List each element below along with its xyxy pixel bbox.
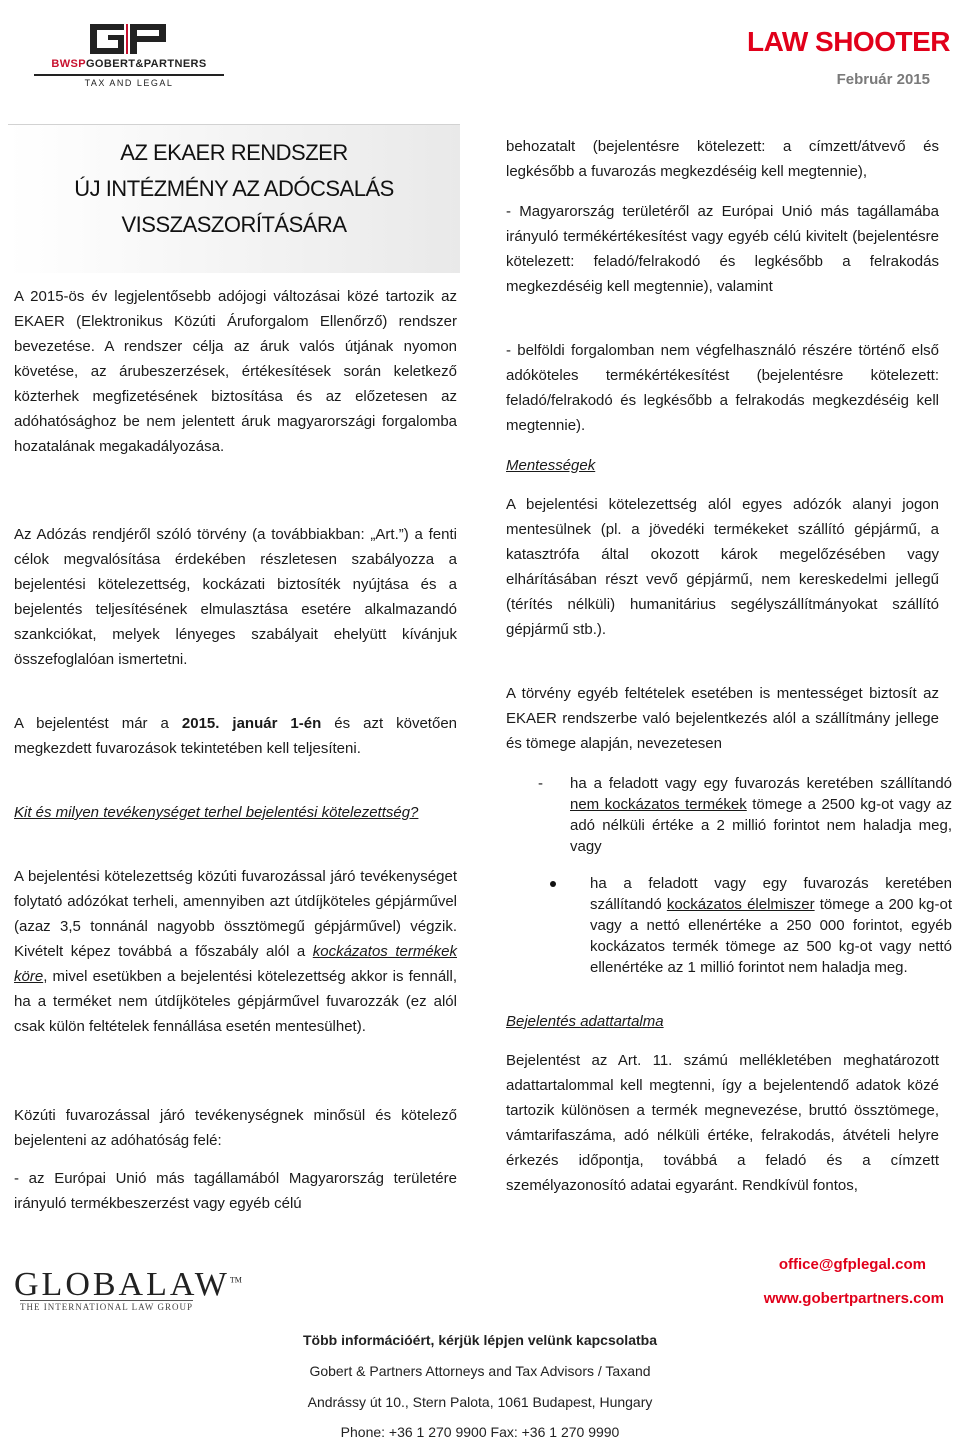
right-column — [486, 120, 960, 1220]
firm-logo — [34, 22, 224, 92]
riskyfood-text-c: tömege a 200 kg-ot vagy a nettó ellenértéke a 250 000 forintot, egyéb kockázatos termék tömege az 500 kg-ot vagy nettó ellenértéke az 1 millió forintot nem haladja meg. — [590, 896, 952, 976]
nonrisky-text-a: ha a feladott vagy egy fuvarozás keretében szállítandó — [570, 775, 952, 792]
list-dash: - — [538, 775, 543, 792]
firm-name-red: BWSP — [51, 58, 86, 70]
firm-subtitle: TAX AND LEGAL — [84, 78, 174, 88]
start-date-prefix: A bejelentést már a — [14, 715, 182, 732]
bullet-icon — [550, 881, 556, 887]
globalaw-tm: TM — [229, 1275, 242, 1285]
globalaw-word: GLOBALAW — [14, 1266, 230, 1303]
riskyfood-highlight: kockázatos élelmiszer — [666, 896, 815, 913]
section-heading-content: Bejelentés adattartalma — [506, 1013, 664, 1030]
paragraph-eu-export: - Magyarország területéről az Európai Unió más tagállamába irányuló termékértékesítést vagy egyéb célú kivitelt (bejelentésre kötelezett: feladó/felrakodó és legkésőbb a felrakodás megkezdéséig kell megtennie), valamint — [506, 203, 939, 295]
obligation-text-a: A bejelentési kötelezettség közúti fuvarozással járó tevékenységet folytató adózókat terheli, amennyiben azt útdíjköteles gépjárművel (azaz 3,5 tonnánál nagyobb össztömegű gépjárművel) végzik. Kivételt képez továbbá a főszabály alól a — [14, 868, 457, 960]
article-title-line-1: AZ EKAER RENDSZER — [120, 140, 348, 165]
paragraph-eu-import: - az Európai Unió más tagállamából Magyarország területére irányuló termékbeszerzést vagy egyéb célú — [14, 1170, 457, 1212]
nonrisky-text-c: tömege a 2500 kg-ot vagy az adó nélküli értéke a 2 millió forintot nem haladja meg, vagy — [570, 796, 952, 855]
start-date-highlight: 2015. január 1-én — [181, 715, 322, 732]
paragraph-exemptions: A bejelentési kötelezettség alól egyes adózók alanyi jogon mentesülnek (pl. a jövedéki termékeket szállító gépjármű, a katasztrófa által okozott károk megelőzésében vagy elhárításában részt vevő gépjármű, nem kereskedelmi jellegű (térítés nélküli) humanitárius segélyszállítmányokat szállító gépjármű stb.). — [506, 496, 939, 638]
newsletter-title: LAW SHOOTER — [747, 26, 950, 57]
obligation-text-c: , mivel esetükben a bejelentési kötelezettség akkor is fennáll, ha a terméket nem útdíjköteles gépjárművel fuvarozzák (ez alól csak külön feltételek fennállása esetén mentesülhet). — [14, 968, 457, 1035]
paragraph-content: Bejelentést az Art. 11. számú mellékletében meghatározott adattartalommal kell megtenni, így a bejelentendő adatok közé tartozik különösen a termék megnevezése, bruttó össztömege, vámtarifaszáma, adó nélküli értéke, felrakodás, átvételi helyre érkezés időpontja, továbbá a feladó és a címzett személyazonosító adatai egyaránt. Rendkívül fontos, — [506, 1052, 939, 1194]
article-title-line-3: VISSZASZORÍTÁSÁRA — [121, 212, 347, 237]
paragraph-art: Az Adózás rendjéről szóló törvény (a továbbiakban: „Art.”) a fenti célok megvalósítása érdekében részletesen szabályozza a bejelentési kötelezettség, kockázati biztosíték nyújtása és a bejelentés teljesítésének elmulasztása esetére alkalmazandó szankciókat, melyek lényeges szabályait ehelyütt kívánjuk összefoglalóan ismertetni. — [14, 526, 457, 668]
gp-monogram-icon — [86, 22, 172, 56]
start-date-suffix: és azt követően megkezdett fuvarozások tekintetében kell teljesíteni. — [14, 715, 457, 757]
risky-products-link: kockázatos termékek köre — [14, 943, 458, 985]
globalaw-logo — [14, 1266, 242, 1316]
article-title-line-2: ÚJ INTÉZMÉNY AZ ADÓCSALÁS — [74, 176, 394, 201]
firm-name-black: GOBERT&PARTNERS — [85, 58, 207, 70]
section-heading-obligation: Kit és milyen tevékenységet terhel bejelentési kötelezettség? — [14, 804, 419, 821]
globalaw-wordmark — [14, 1266, 242, 1304]
firm-phone: Phone: +36 1 270 9900 Fax: +36 1 270 9990 — [340, 1424, 620, 1440]
section-heading-exemptions: Mentességek — [506, 457, 596, 474]
issue-date: Február 2015 — [836, 71, 930, 88]
paragraph-other-exemptions: A törvény egyéb feltételek esetében is mentességet biztosít az EKAER rendszerbe való bejelentkezés alól a szállítmány jellege és tömege alapján, nevezetesen — [506, 685, 939, 752]
article-title-box — [8, 124, 460, 273]
list-item-risky-food — [590, 873, 952, 978]
firm-name — [34, 58, 224, 70]
intro-paragraph: A 2015-ös év legjelentősebb adójogi változásai közé tartozik az EKAER (Elektronikus Közúti Áruforgalom Ellenőrző) rendszer bevezetése. A rendszer célja az áruk valós útjának nyomon követése, az árubeszerzések, értékesítések során keletkező közterhek megfizetésének biztosítása és az előzetesen az adóhatósághoz be nem jelentett áruk magyarországi forgalomba hozatalának megakadályozása. — [14, 288, 457, 455]
logo-divider — [34, 74, 224, 76]
left-column — [0, 120, 480, 1220]
nonrisky-highlight: nem kockázatos termékek — [570, 796, 747, 813]
firm-full-name: Gobert & Partners Attorneys and Tax Advisors / Taxand — [309, 1363, 651, 1379]
list-item-nonrisky — [538, 773, 952, 857]
paragraph-start-date — [14, 711, 457, 761]
contact-email-link[interactable]: office@gfplegal.com — [778, 1256, 926, 1273]
riskyfood-text-a: ha a feladott vagy egy fuvarozás keretében szállítandó — [590, 875, 952, 913]
paragraph-domestic: - belföldi forgalomban nem végfelhasználó részére történő első adóköteles termékértékesítést (bejelentésre kötelezett: feladó/felrakodó és legkésőbb a felrakodás megkezdéséig kell megtennie). — [506, 342, 939, 434]
website-link[interactable]: www.gobertpartners.com — [763, 1290, 944, 1307]
globalaw-tagline: THE INTERNATIONAL LAW GROUP — [20, 1302, 194, 1312]
paragraph-obligation — [14, 864, 457, 1039]
firm-address: Andrássy út 10., Stern Palota, 1061 Budapest, Hungary — [307, 1394, 653, 1410]
paragraph-activities: Közúti fuvarozással járó tevékenységnek minősül és kötelező bejelenteni az adóhatóság felé: — [14, 1107, 457, 1149]
paragraph-import-cont: behozatalt (bejelentésre kötelezett: a címzett/átvevő és legkésőbb a fuvarozás megkezdéséig kell megtennie), — [506, 138, 939, 180]
contact-heading: Több információért, kérjük lépjen velünk kapcsolatba — [303, 1332, 657, 1348]
